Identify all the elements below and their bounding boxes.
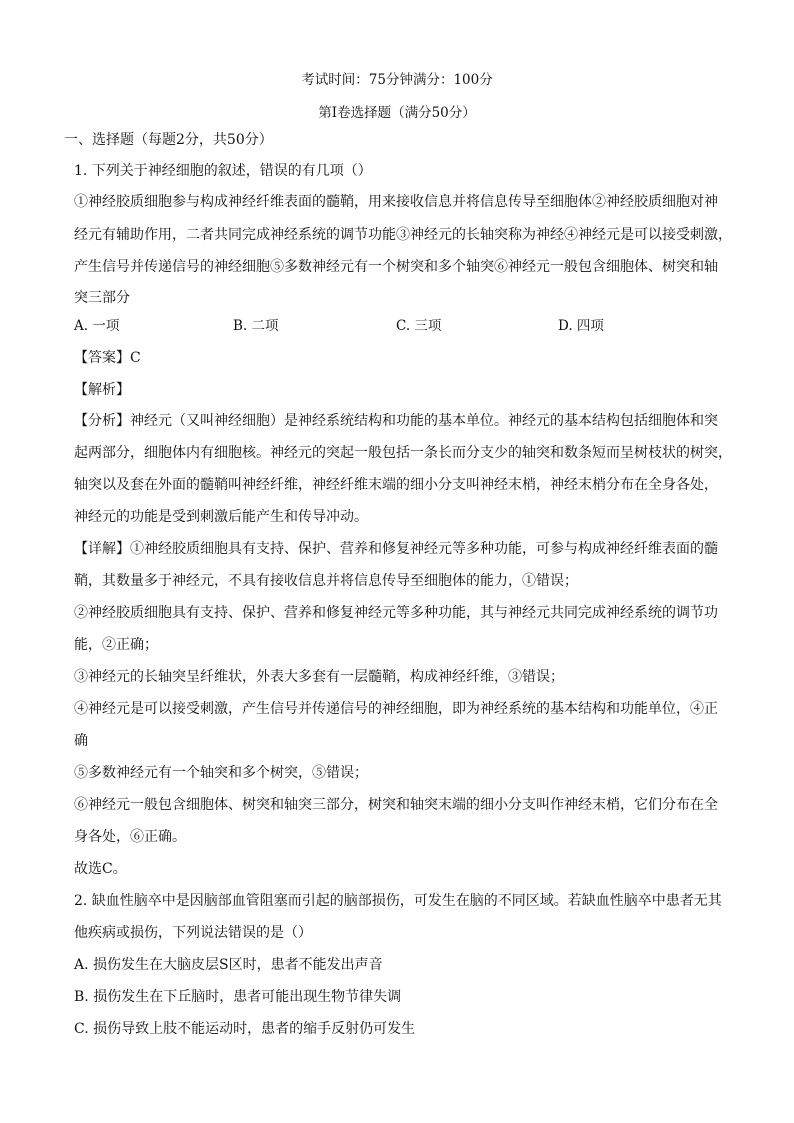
q1-detail-line: 能，②正确；: [74, 637, 158, 653]
q1-answer: 【答案】C: [74, 350, 141, 366]
q1-detail-line: 确: [74, 733, 88, 749]
q1-detail-line: 鞘，其数量多于神经元，不具有接收信息并将信息传导至细胞体的能力，①错误；: [74, 573, 578, 589]
q1-conclusion: 故选C。: [74, 861, 127, 877]
q1-option-c: C. 三项: [396, 318, 442, 334]
q1-detail-line: ⑤多数神经元有一个轴突和多个树突，⑤错误；: [74, 765, 368, 781]
q1-analysis-label: 【解析】: [74, 382, 130, 398]
q2-stem-line: 2. 缺血性脑卒中是因脑部血管阻塞而引起的脑部损伤，可发生在脑的不同区域。若缺血性脑卒中患者无其: [74, 893, 722, 909]
q1-body-line: 产生信号并传递信号的神经细胞⑤多数神经元有一个树突和多个轴突⑥神经元一般包含细胞体、树突和轴: [74, 259, 718, 275]
q1-option-b: B. 二项: [233, 318, 279, 334]
q2-option-c: C. 损伤导致上肢不能运动时，患者的缩手反射仍可发生: [74, 1021, 416, 1037]
exam-info: 考试时间：75分钟满分：100分: [301, 72, 493, 88]
q1-detail-line: 身各处，⑥正确。: [74, 829, 186, 845]
q1-analysis-line: 起两部分，细胞体内有细胞核。神经元的突起一般包括一条长而分支少的轴突和数条短而呈树枝状的树突，: [74, 445, 732, 461]
q1-detail-line: ②神经胶质细胞具有支持、保护、营养和修复神经元等多种功能，其与神经元共同完成神经系统的调节功: [74, 605, 718, 621]
q2-option-b: B. 损伤发生在下丘脑时，患者可能出现生物节律失调: [74, 989, 402, 1005]
q1-analysis-line: 轴突以及套在外面的髓鞘叫神经纤维，神经纤维末端的细小分支叫神经末梢，神经末梢分布在全身各处，: [74, 477, 718, 493]
section-title: 一、选择题（每题2分，共50分）: [64, 132, 273, 148]
q1-analysis-line: 【分析】神经元（又叫神经细胞）是神经系统结构和功能的基本单位。神经元的基本结构包括细胞体和突: [74, 413, 718, 429]
q1-body-line: 突三部分: [74, 290, 130, 306]
q1-detail-line: ③神经元的长轴突呈纤维状，外表大多套有一层髓鞘，构成神经纤维，③错误；: [74, 669, 564, 685]
q1-detail-line: ④神经元是可以接受刺激，产生信号并传递信号的神经细胞，即为神经系统的基本结构和功能单位，④正: [74, 701, 718, 717]
q2-option-a: A. 损伤发生在大脑皮层S区时，患者不能发出声音: [74, 957, 383, 973]
q1-body-line: ①神经胶质细胞参与构成神经纤维表面的髓鞘，用来接收信息并将信息传导至细胞体②神经胶质细胞对神: [74, 194, 718, 210]
volume-title: 第Ⅰ卷选择题（满分50分）: [318, 105, 476, 121]
q1-option-a: A. 一项: [74, 318, 120, 334]
q1-option-d: D. 四项: [558, 318, 604, 334]
q1-detail-line: ⑥神经元一般包含细胞体、树突和轴突三部分，树突和轴突末端的细小分支叫作神经末梢，它们分布在全: [74, 797, 718, 813]
q2-stem-line: 他疾病或损伤，下列说法错误的是（）: [74, 925, 312, 941]
q1-analysis-line: 神经元的功能是受到刺激后能产生和传导冲动。: [74, 509, 368, 525]
q1-detail-line: 【详解】①神经胶质细胞具有支持、保护、营养和修复神经元等多种功能，可参与构成神经纤维表面的髓: [74, 541, 718, 557]
q1-stem: 1. 下列关于神经细胞的叙述，错误的有几项（）: [74, 163, 372, 179]
q1-body-line: 经元有辅助作用，二者共同完成神经系统的调节功能③神经元的长轴突称为神经④神经元是可以接受刺激，: [74, 227, 732, 243]
